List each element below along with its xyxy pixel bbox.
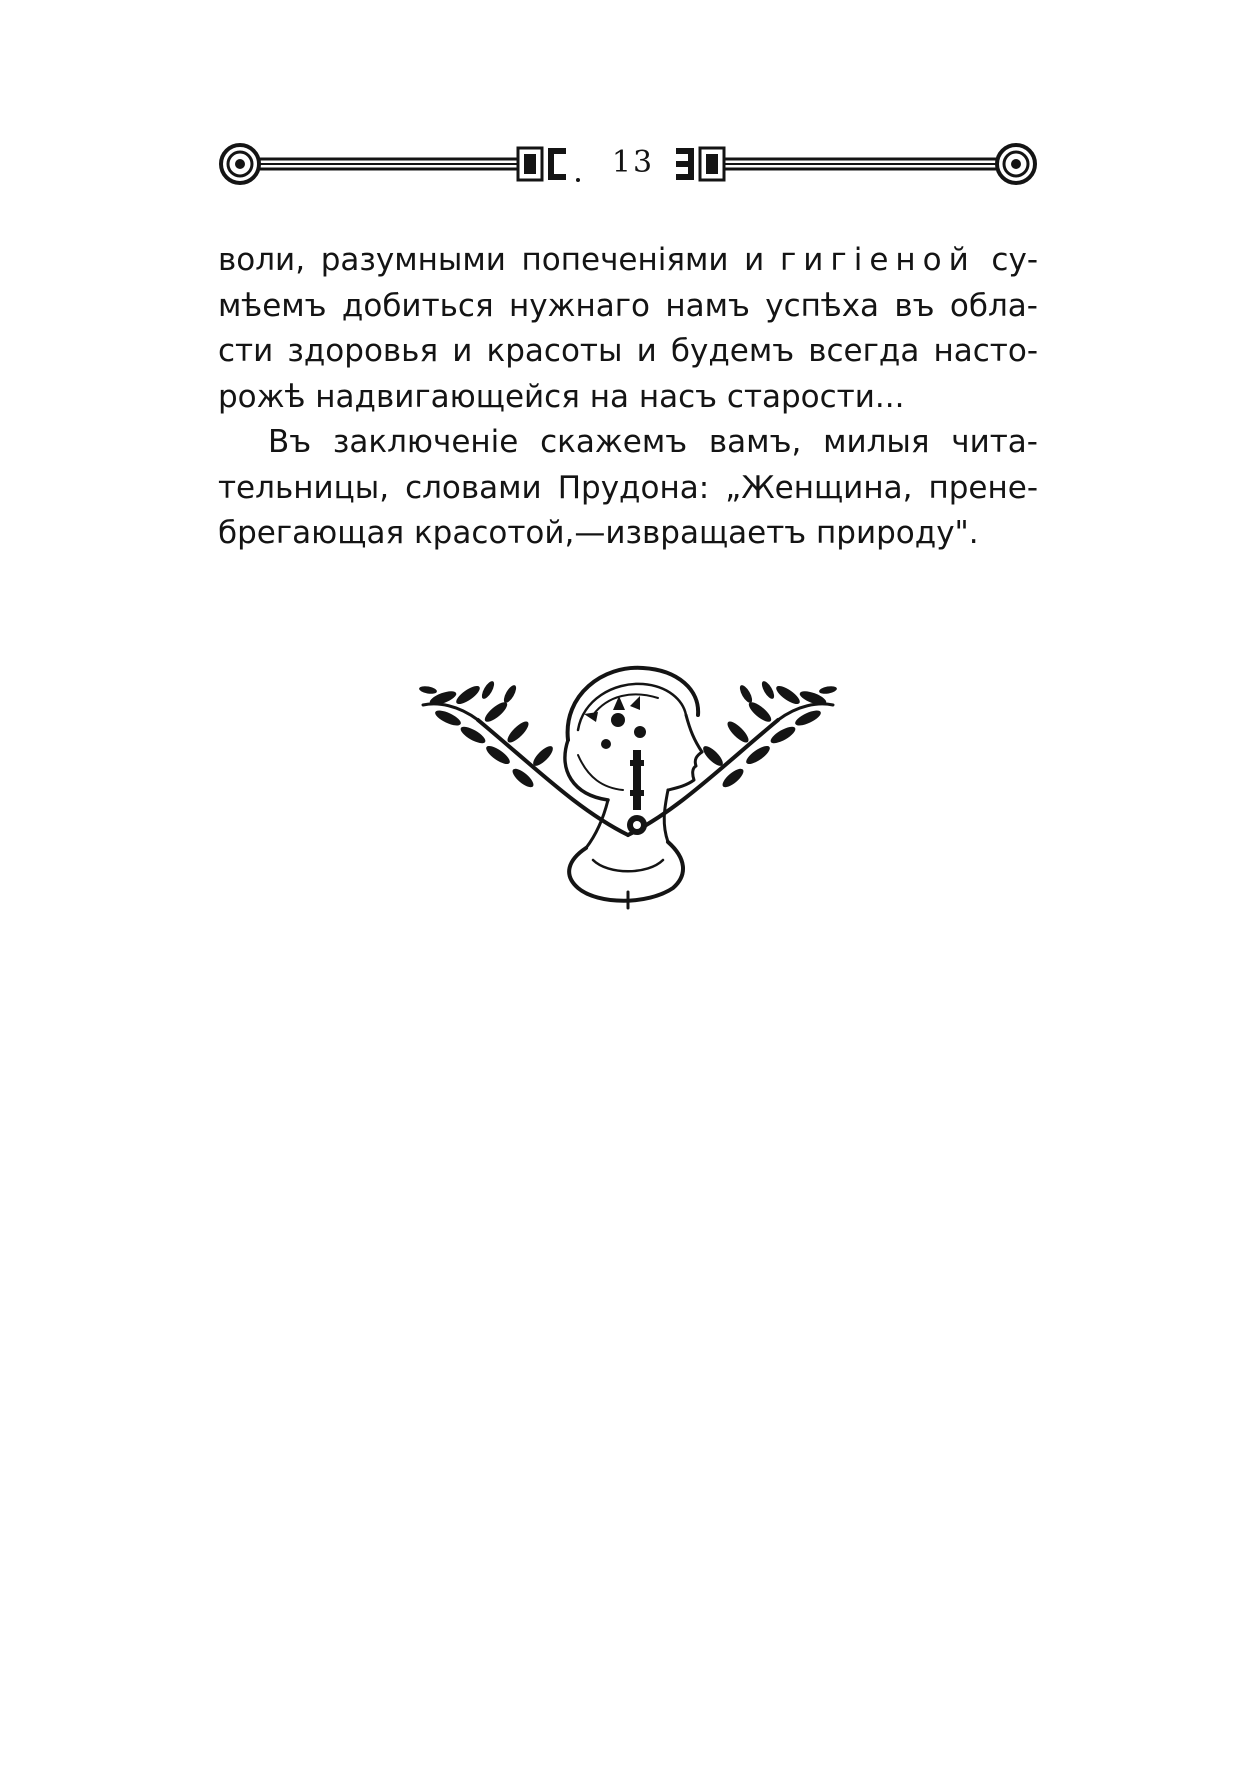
page-header bbox=[218, 140, 1038, 190]
body-text bbox=[218, 238, 1038, 557]
text-line-5: Въ заключеніе скажемъ вамъ, милыя чита- bbox=[268, 424, 1038, 460]
text-line-6: тельницы, словами Прудона: „Женщина, прене- bbox=[218, 469, 1038, 506]
woman-portrait-vignette-icon bbox=[418, 660, 838, 910]
text-line-1 bbox=[218, 238, 1038, 284]
text-line-4: рожѣ надвигающейся на насъ старости... bbox=[218, 378, 905, 415]
text-line-3: сти здоровья и красоты и будемъ всегда насто- bbox=[218, 333, 1038, 369]
text-run: воли, разумными попеченіями и bbox=[218, 242, 780, 278]
text-run: су- bbox=[975, 242, 1038, 278]
vignette bbox=[418, 660, 838, 910]
text-line-2: мѣемъ добиться нужнаго намъ успѣха въ обла- bbox=[218, 287, 1038, 324]
page-number: 13 bbox=[611, 145, 655, 180]
spaced-word: гигіеной bbox=[779, 242, 976, 278]
text-line-7: брегающая красотой,—извращаетъ природу". bbox=[218, 515, 979, 551]
